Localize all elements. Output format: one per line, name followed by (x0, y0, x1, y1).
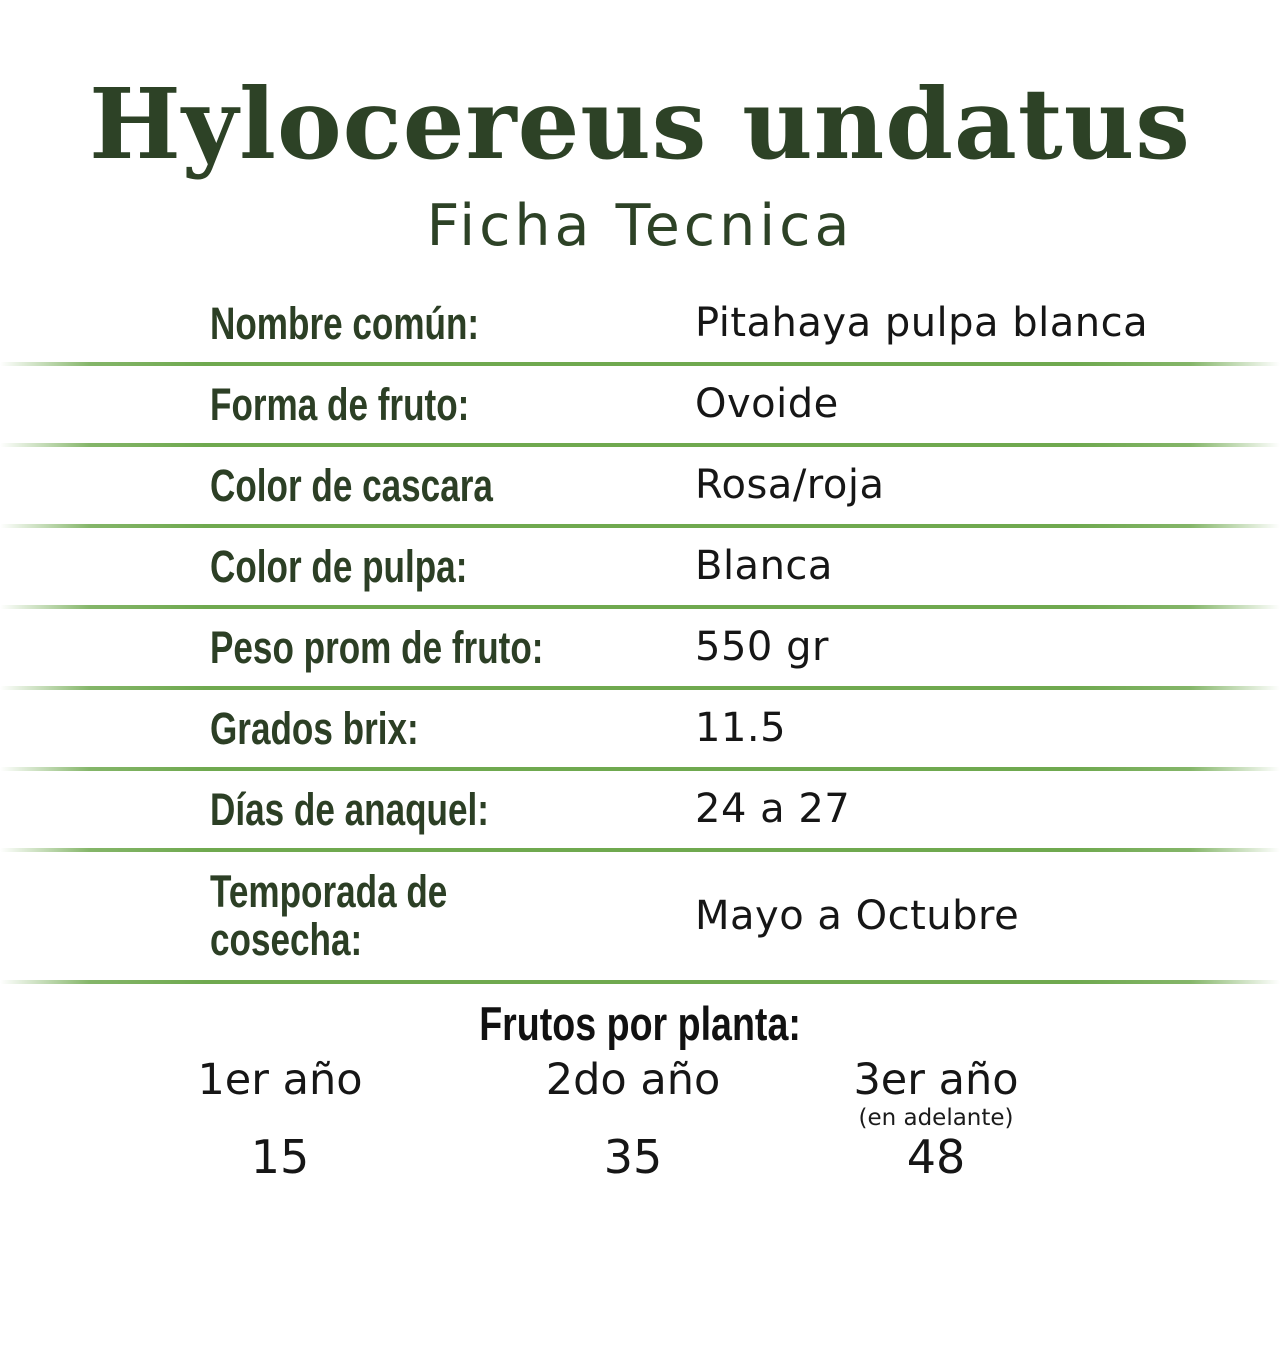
year-value: 15 (250, 1129, 310, 1184)
year-column-3 (786, 1054, 1086, 1184)
year-label: 1er año (197, 1054, 363, 1105)
spec-value: 550 gr (695, 624, 829, 671)
spec-row-color-de-pulpa (0, 528, 1280, 605)
page-subtitle: Ficha Tecnica (426, 192, 854, 259)
spec-row-forma-de-fruto (0, 366, 1280, 443)
spec-value: 24 a 27 (695, 786, 851, 833)
spec-row-temporada-de-cosecha (0, 852, 1280, 980)
spec-value: 11.5 (695, 705, 787, 752)
page-title: Hylocereus undatus (89, 67, 1191, 181)
spec-table (0, 285, 1280, 984)
ficha-tecnica-sheet (0, 67, 1280, 1350)
spec-row-grados-brix (0, 690, 1280, 767)
spec-label: Temporada de cosecha: (210, 866, 448, 965)
spec-label: Días de anaquel: (210, 783, 489, 835)
spec-row-peso-prom (0, 609, 1280, 686)
spec-row-dias-de-anaquel (0, 771, 1280, 848)
spec-row-nombre-comun (0, 285, 1280, 362)
year-value: 48 (906, 1129, 966, 1184)
year-column-1 (130, 1054, 430, 1184)
spec-label: Color de cascara (210, 459, 493, 511)
spec-value: Mayo a Octubre (695, 892, 1020, 939)
fruits-per-plant-columns (0, 1054, 1280, 1207)
spec-value: Pitahaya pulpa blanca (695, 300, 1149, 347)
year-label: 3er año (853, 1054, 1019, 1105)
spec-label: Forma de fruto: (210, 378, 470, 430)
footer-title: Frutos por planta: (479, 996, 801, 1050)
spec-value: Rosa/roja (695, 462, 885, 509)
year-column-2 (483, 1054, 783, 1184)
year-label: 2do año (545, 1054, 721, 1105)
spec-row-color-de-cascara (0, 447, 1280, 524)
spec-label: Nombre común: (210, 297, 480, 349)
spec-label: Grados brix: (210, 702, 419, 754)
year-note: (en adelante) (858, 1104, 1014, 1131)
spec-label: Peso prom de fruto: (210, 621, 544, 673)
year-note (130, 1104, 430, 1132)
row-divider (0, 980, 1280, 984)
year-value: 35 (603, 1129, 663, 1184)
year-note (483, 1104, 783, 1132)
spec-value: Ovoide (695, 381, 839, 428)
spec-label: Color de pulpa: (210, 540, 468, 592)
spec-value: Blanca (695, 543, 833, 590)
